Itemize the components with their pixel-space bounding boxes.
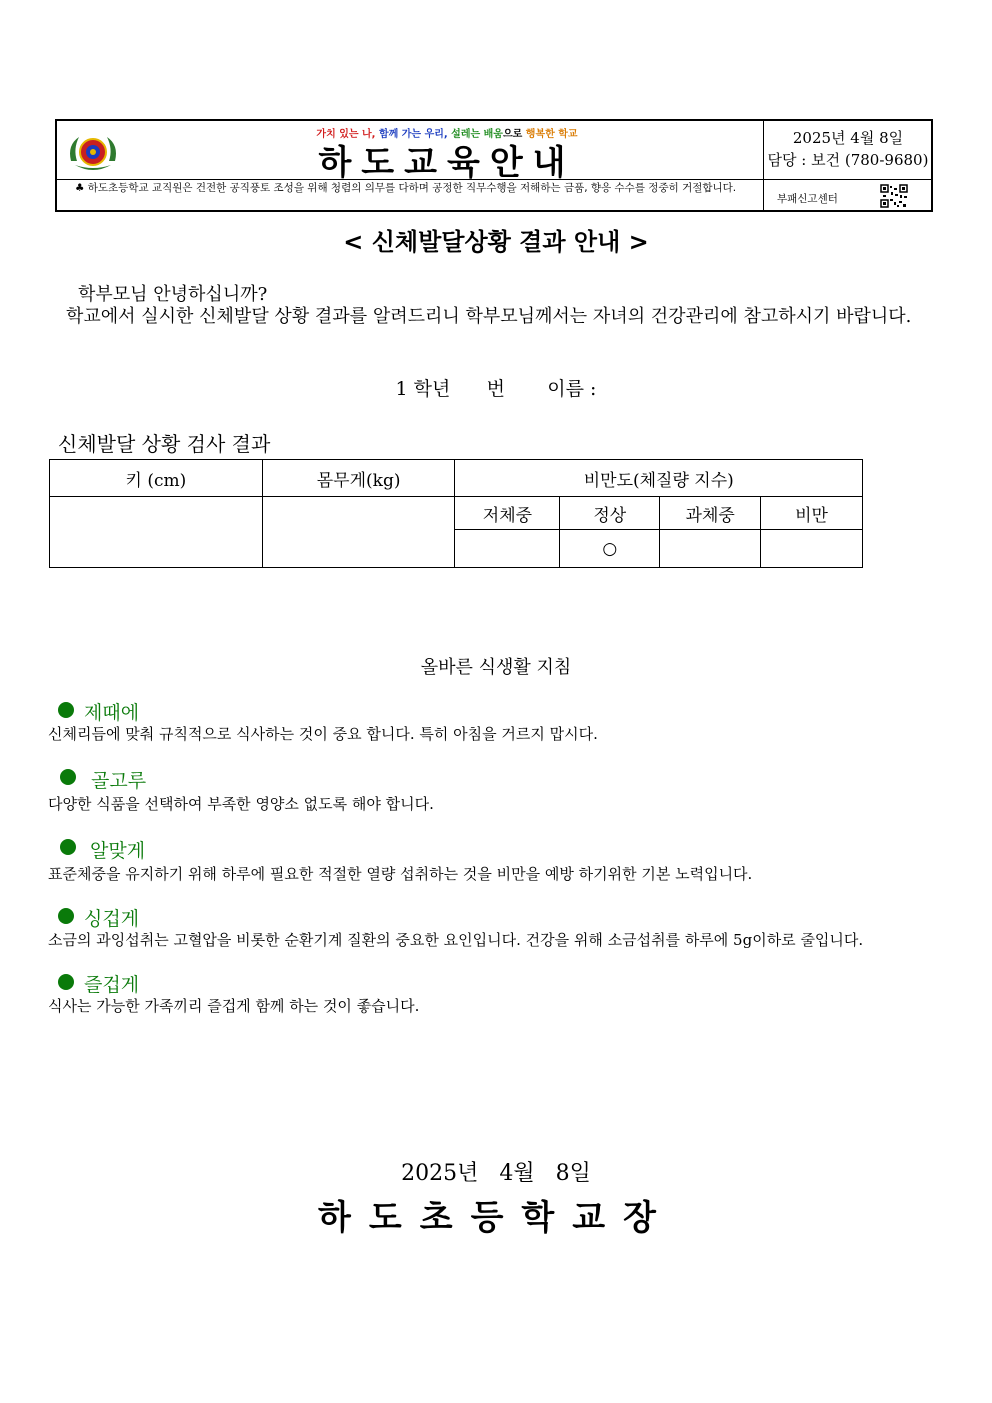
guide-heading: 골고루	[91, 770, 147, 792]
weight-value	[262, 497, 455, 568]
motto-segment: 으로	[502, 129, 526, 140]
bullet-icon	[60, 769, 76, 785]
guide-text: 표준체중을 유지하기 위해 하루에 필요한 적절한 열량 섭취하는 것을 비만을 예방 하기위한 기본 노력입니다.	[48, 865, 753, 883]
name-label: 이름 :	[547, 378, 597, 400]
motto-segment: 함께 가는 우리,	[378, 129, 452, 140]
guide-text: 다양한 식품을 선택하여 부족한 영양소 없도록 해야 합니다.	[48, 795, 434, 813]
diet-guide-title: 올바른 식생활 지침	[420, 657, 572, 678]
normal-mark: ○	[560, 530, 660, 568]
principal-signature: 하도초등학교장	[318, 1198, 674, 1238]
guide-heading: 알맞게	[90, 840, 146, 862]
bullet-icon	[60, 839, 76, 855]
bullet-icon	[58, 974, 74, 990]
result-table	[49, 459, 863, 568]
school-emblem-icon	[65, 131, 121, 175]
footer-date: 2025년 4월 8일	[401, 1161, 591, 1186]
header-divider	[763, 121, 764, 210]
greeting-body: 학교에서 실시한 신체발달 상황 결과를 알려드리니 학부모님께서는 자녀의 건강관리에 참고하시기 바랍니다.	[66, 306, 912, 327]
integrity-notice: ♣ 하도초등학교 교직원은 건전한 공직풍토 조성을 위해 청렴의 의무를 다하며 공정한 직무수행을 저해하는 금품, 향응 수수를 정중히 거절합니다.	[75, 182, 737, 194]
obese-header: 비만	[761, 497, 863, 530]
guide-text: 신체리듬에 맞춰 규칙적으로 식사하는 것이 중요 합니다. 특히 아침을 거르지 맙시다.	[48, 725, 598, 743]
report-center-label: 부패신고센터	[777, 193, 838, 205]
obesity-header: 비만도(체질량 지수)	[455, 460, 863, 497]
bullet-icon	[58, 908, 74, 924]
guide-text: 식사는 가능한 가족끼리 즐겁게 함께 하는 것이 좋습니다.	[48, 997, 420, 1015]
number-label: 번	[486, 378, 505, 400]
height-value	[50, 497, 263, 568]
issue-date: 2025년 4월 8일	[792, 129, 904, 147]
normal-header: 정상	[560, 497, 660, 530]
grade-label: 1 학년	[395, 378, 451, 400]
underweight-header: 저체중	[455, 497, 560, 530]
guide-heading: 제때에	[84, 702, 140, 724]
bullet-icon	[58, 702, 74, 718]
contact-info: 담당 : 보건 (780-9680)	[767, 151, 929, 169]
student-info	[0, 374, 992, 401]
document-title: < 신체발달상황 결과 안내 >	[343, 228, 649, 256]
motto-segment: 설레는 배움	[451, 129, 503, 140]
guide-heading: 즐겁게	[84, 974, 140, 996]
underweight-mark	[455, 530, 560, 568]
publication-title: 하도교육안내	[318, 143, 576, 183]
weight-header: 몸무게(kg)	[262, 460, 455, 497]
greeting-line: 학부모님 안녕하십니까?	[78, 284, 268, 305]
overweight-mark	[660, 530, 761, 568]
guide-heading: 싱겁게	[84, 908, 140, 930]
obese-mark	[761, 530, 863, 568]
guide-text: 소금의 과잉섭취는 고혈압을 비롯한 순환기계 질환의 중요한 요인입니다. 건강을 위해 소금섭취를 하루에 5g이하로 줄입니다.	[48, 931, 864, 949]
motto-segment: 행복한 학교	[525, 129, 578, 140]
motto-segment: 가치 있는 나,	[316, 129, 379, 140]
overweight-header: 과체중	[660, 497, 761, 530]
qr-code-icon[interactable]	[880, 184, 908, 208]
height-header: 키 (cm)	[50, 460, 263, 497]
result-section-title: 신체발달 상황 검사 결과	[58, 432, 271, 456]
header-box	[55, 119, 933, 212]
